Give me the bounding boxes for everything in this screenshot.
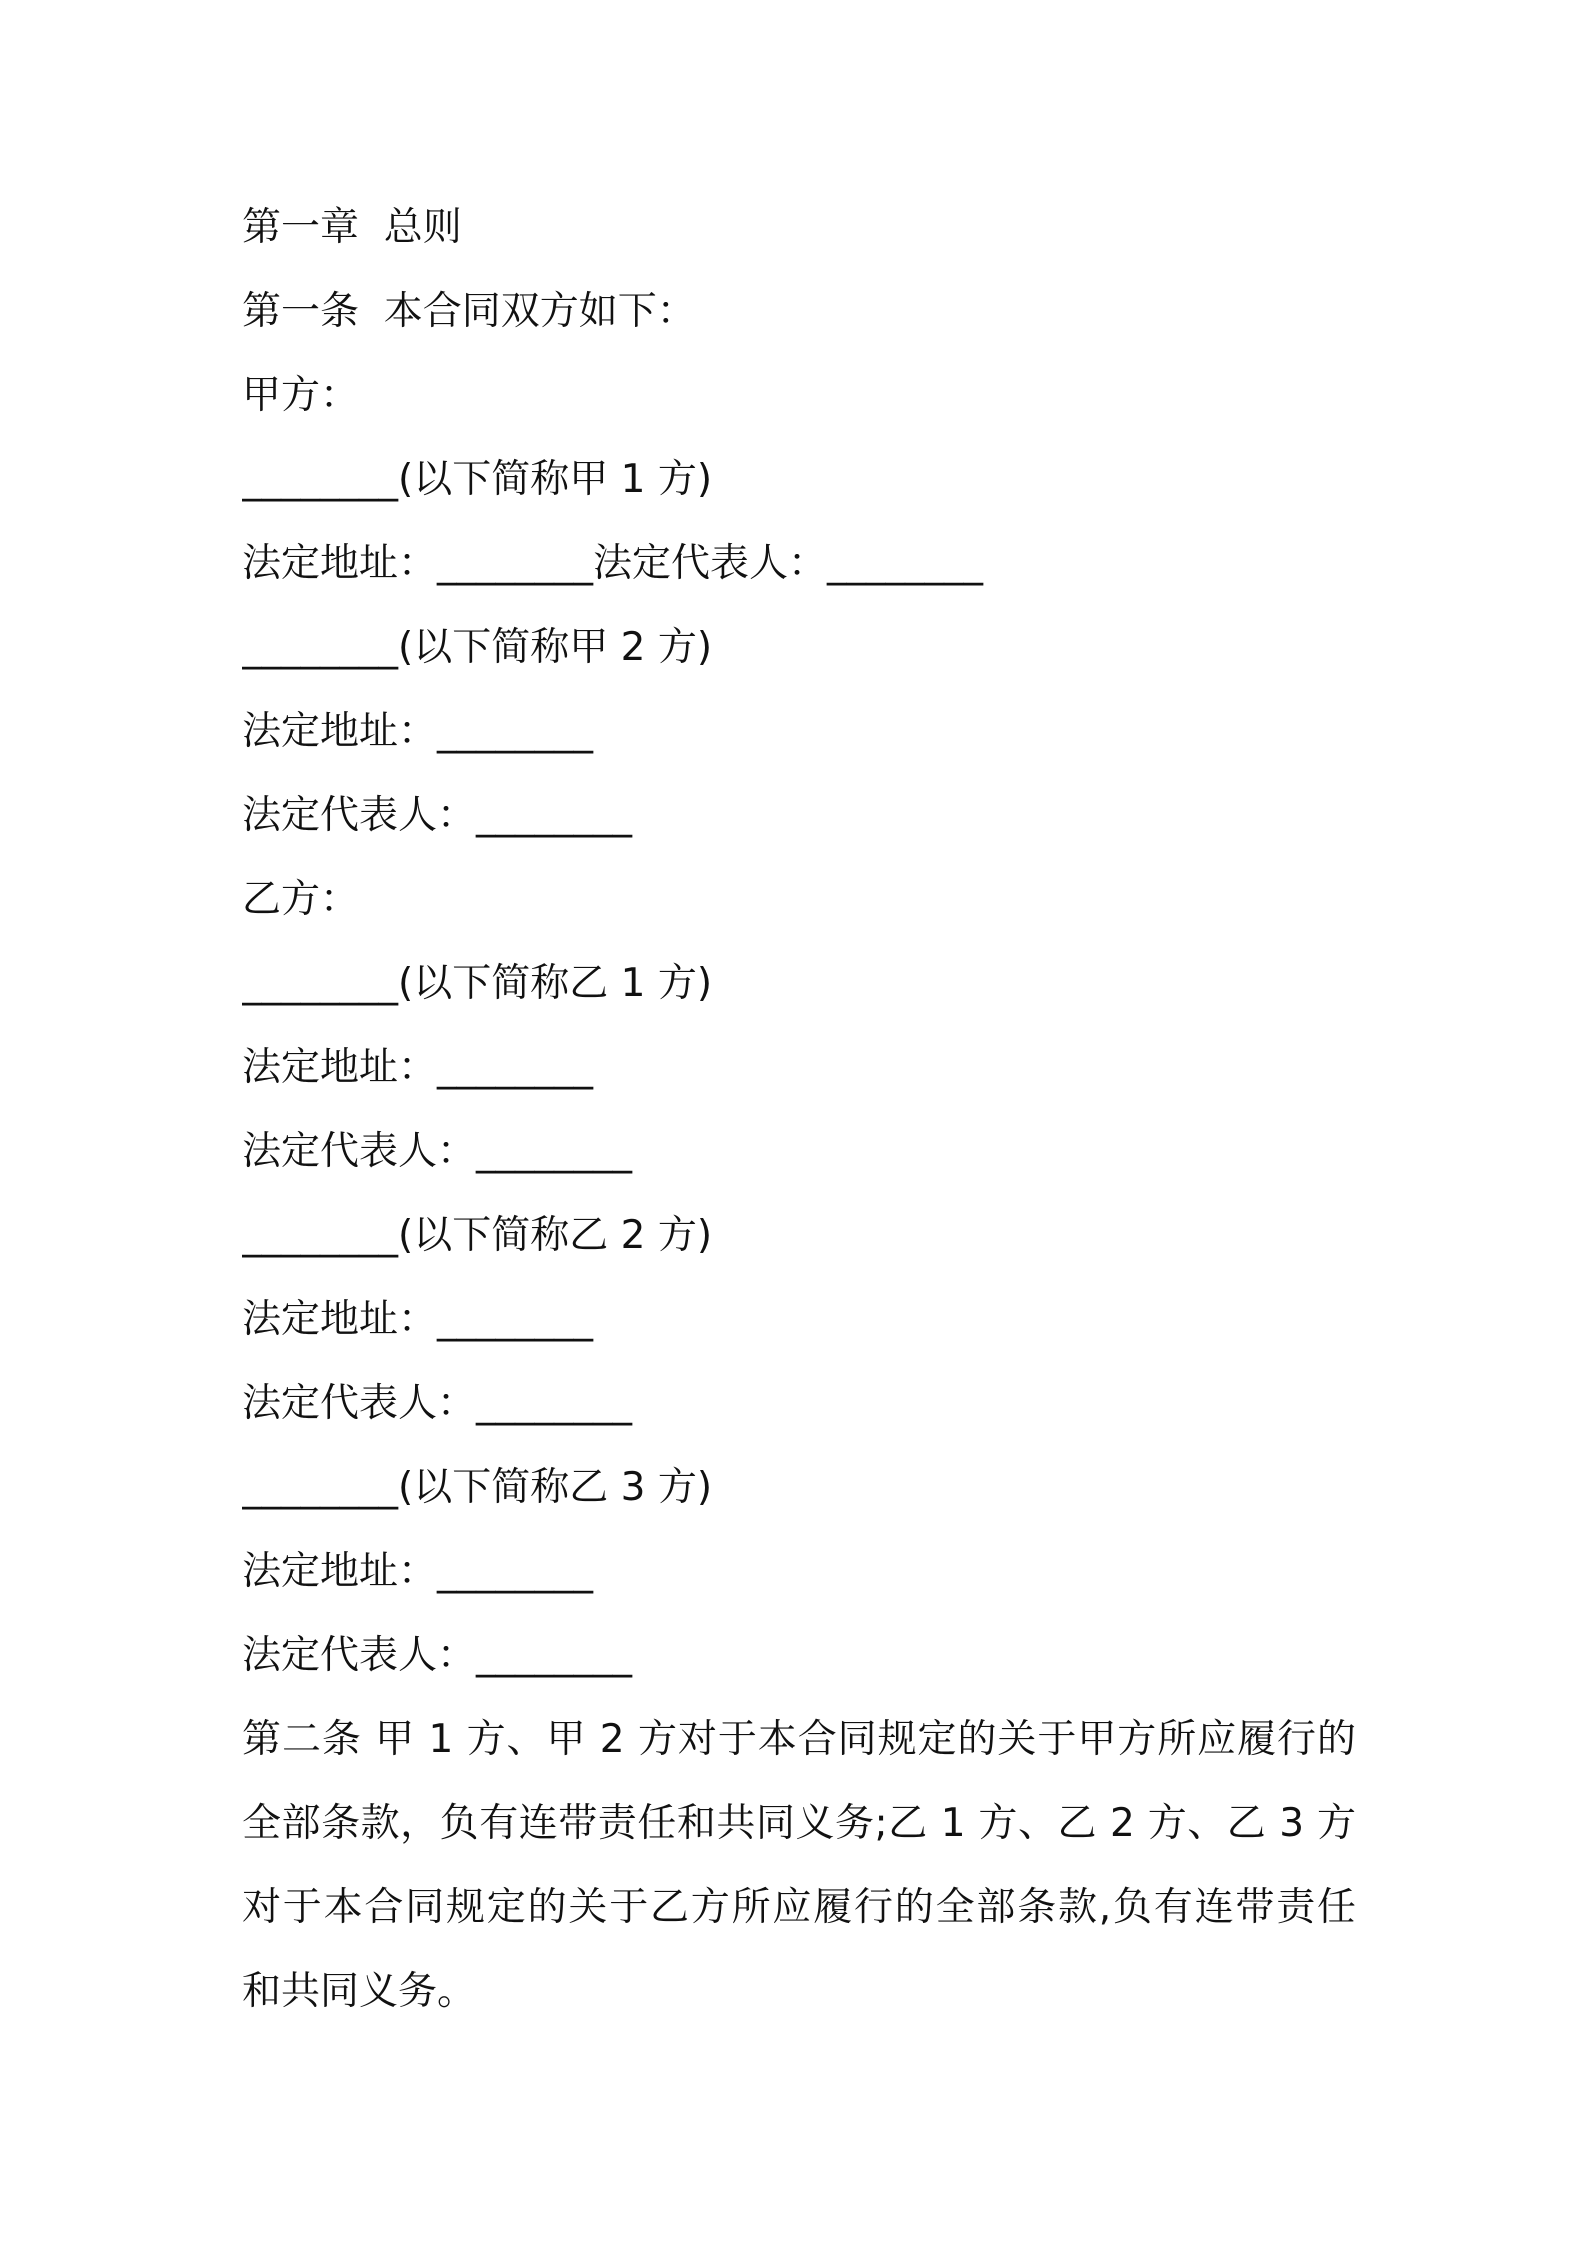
article-2-line: 第二条 甲 1 方、甲 2 方对于本合同规定的关于甲方所应履行的	[242, 1717, 1356, 1762]
party-b2-name-line: ________(以下简称乙 2 方)	[242, 1213, 713, 1258]
party-a1-name-line: ________(以下简称甲 1 方)	[242, 457, 713, 502]
party-b3-rep-line: 法定代表人：________	[242, 1633, 633, 1678]
party-b2-rep-line: 法定代表人：________	[242, 1381, 633, 1426]
party-a2-address-line: 法定地址：________	[242, 709, 594, 754]
article-1-heading: 第一条 本合同双方如下：	[242, 289, 696, 334]
party-b1-rep-line: 法定代表人：________	[242, 1129, 633, 1174]
party-b2-address-line: 法定地址：________	[242, 1297, 594, 1342]
party-a2-rep-line: 法定代表人：________	[242, 793, 633, 838]
party-a-label: 甲方：	[242, 373, 360, 418]
party-b-label: 乙方：	[242, 877, 360, 922]
article-2-paragraph	[242, 1698, 1356, 2034]
party-b1-name-line: ________(以下简称乙 1 方)	[242, 961, 713, 1006]
article-2-line: 对于本合同规定的关于乙方所应履行的全部条款,负有连带责任	[242, 1885, 1356, 1930]
party-b3-address-line: 法定地址：________	[242, 1549, 594, 1594]
party-a2-name-line: ________(以下简称甲 2 方)	[242, 625, 713, 670]
article-2-line: 和共同义务。	[242, 1969, 477, 2014]
chapter-title: 第一章 总则	[242, 205, 462, 250]
party-b3-name-line: ________(以下简称乙 3 方)	[242, 1465, 713, 1510]
party-a1-address-rep-line: 法定地址：________法定代表人：________	[242, 541, 984, 586]
article-2-line: 全部条款，负有连带责任和共同义务;乙 1 方、乙 2 方、乙 3 方	[242, 1801, 1356, 1846]
party-b1-address-line: 法定地址：________	[242, 1045, 594, 1090]
document-body	[242, 186, 1356, 2034]
